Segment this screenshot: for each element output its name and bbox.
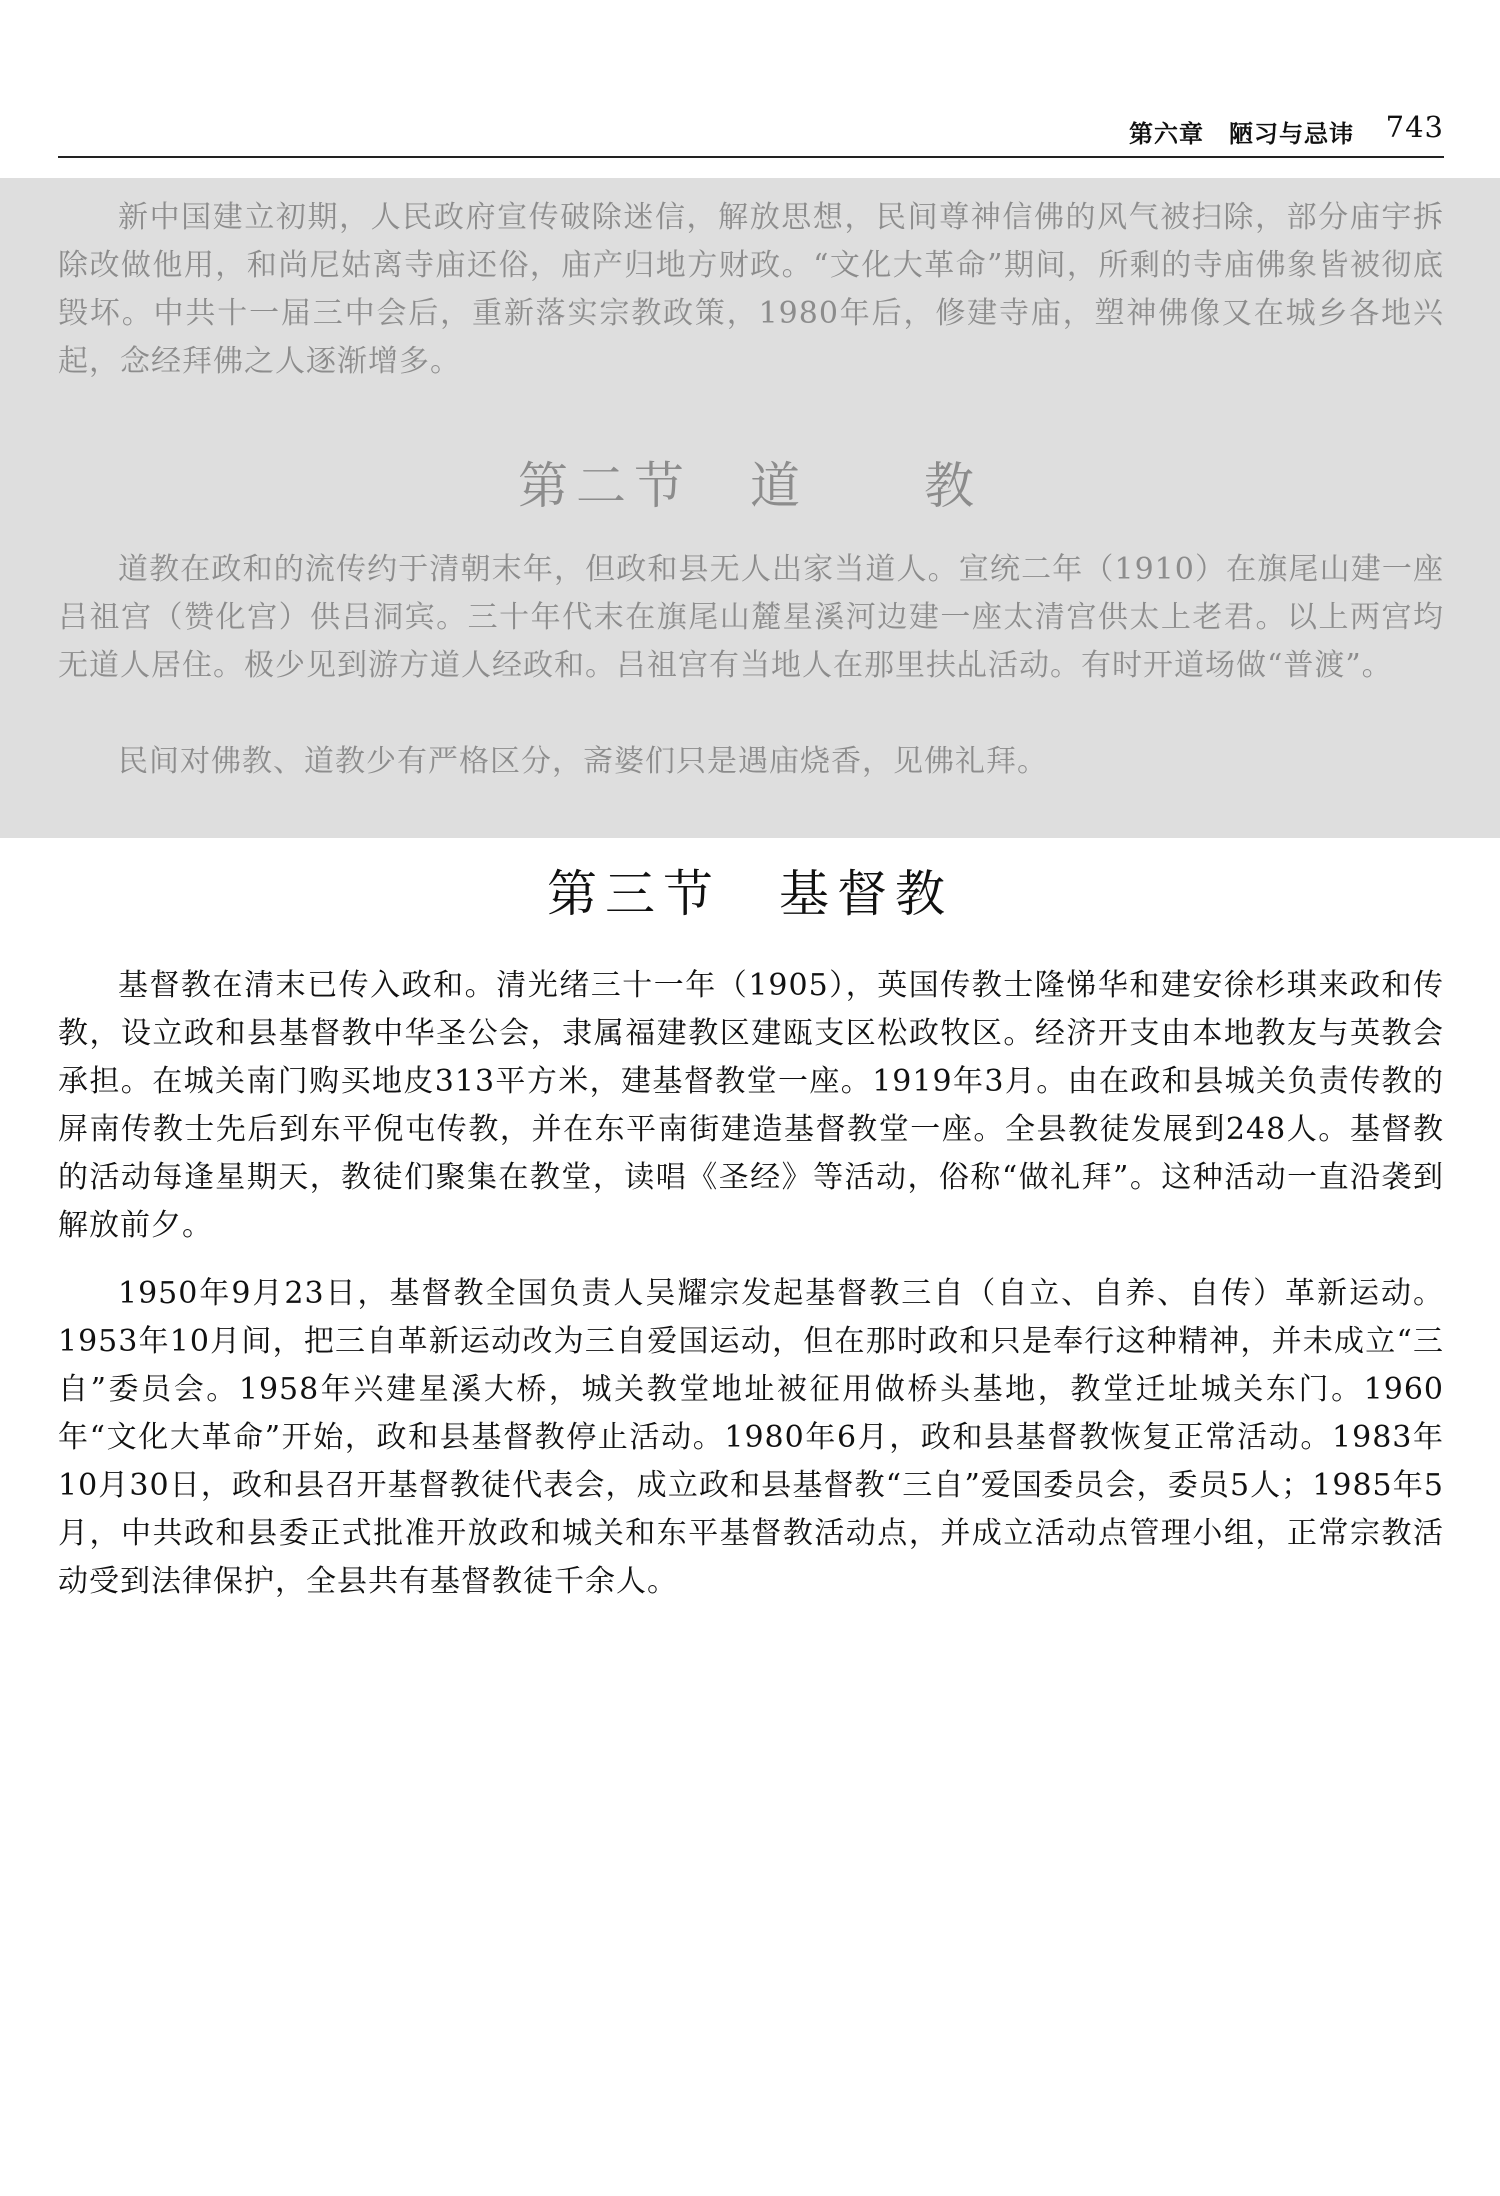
section-title-taoism: 第二节 道 教 <box>518 457 982 515</box>
running-title: 第六章 陋习与忌讳 <box>1129 120 1354 148</box>
paragraph-three-self-movement: 1950年9月23日，基督教全国负责人吴耀宗发起基督教三自（自立、自养、自传）革新运动。1953年10月间，把三自革新运动改为三自爱国运动，但在那时政和只是奉行这种精神，并未成立“三自”委员会。1958年兴建星溪大桥，城关教堂地址被征用做桥头基地，教堂迁址城关东门。1960年“文化大革命”开始，政和县基督教停止活动。1980年6月，政和县基督教恢复正常活动。1983年10月30日，政和县召开基督教徒代表会，成立政和县基督教“三自”爱国委员会，委员5人；1985年5月，中共政和县委正式批准开放政和城关和东平基督教活动点，并成立活动点管理小组，正常宗教活动受到法律保护，全县共有基督教徒千余人。 <box>58 1276 1444 1599</box>
paragraph-taoism: 道教在政和的流传约于清朝末年，但政和县无人出家当道人。宣统二年（1910）在旗尾山建一座吕祖宫（赞化宫）供吕洞宾。三十年代末在旗尾山麓星溪河边建一座太清宫供太上老君。以上两宫均无道人居住。极少见到游方道人经政和。吕祖宫有当地人在那里扶乩活动。有时开道场做“普渡”。 <box>58 552 1444 683</box>
selected-text-region[interactable] <box>0 178 1500 838</box>
page-header <box>58 106 1444 158</box>
paragraph-christianity-history: 基督教在清末已传入政和。清光绪三十一年（1905），英国传教士隆悌华和建安徐杉琪来政和传教，设立政和县基督教中华圣公会，隶属福建教区建瓯支区松政牧区。经济开支由本地教友与英教会承担。在城关南门购买地皮313平方米，建基督教堂一座。1919年3月。由在政和县城关负责传教的屏南传教士先后到东平倪屯传教，并在东平南街建造基督教堂一座。全县教徒发展到248人。基督教的活动每逢星期天，教徒们聚集在教堂，读唱《圣经》等活动，俗称“做礼拜”。这种活动一直沿袭到解放前夕。 <box>58 968 1444 1243</box>
section-title-christianity: 第三节 基督教 <box>547 865 953 923</box>
page-number: 743 <box>1385 110 1444 144</box>
paragraph-folk-practice: 民间对佛教、道教少有严格区分，斋婆们只是遇庙烧香，见佛礼拜。 <box>118 744 1048 779</box>
paragraph-buddhism-post-1949: 新中国建立初期，人民政府宣传破除迷信，解放思想，民间尊神信佛的风气被扫除，部分庙宇拆除改做他用，和尚尼姑离寺庙还俗，庙产归地方财政。“文化大革命”期间，所剩的寺庙佛象皆被彻底毁坏。中共十一届三中会后，重新落实宗教政策，1980年后，修建寺庙，塑神佛像又在城乡各地兴起，念经拜佛之人逐渐增多。 <box>58 200 1444 379</box>
